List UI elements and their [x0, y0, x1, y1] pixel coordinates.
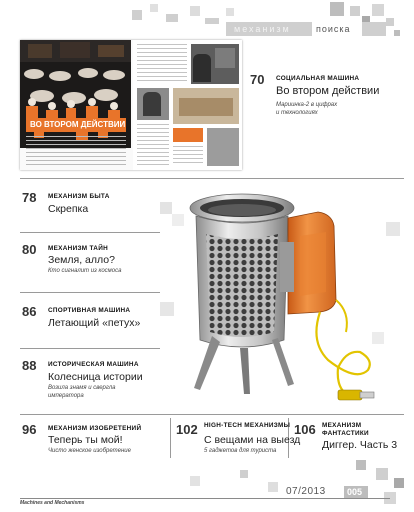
- page-number: 96: [22, 422, 37, 437]
- entry-title: Земля, алло?: [48, 254, 115, 266]
- entry-kicker-line2: ФАНТАСТИКИ: [322, 430, 369, 437]
- page-number: 88: [22, 358, 37, 373]
- entry-title: Летающий «петух»: [48, 317, 141, 329]
- entry-kicker: СОЦИАЛЬНАЯ МАШИНА: [276, 75, 360, 82]
- entry-title: С вещами на выезд: [204, 434, 301, 446]
- section-header: [226, 22, 386, 36]
- entry-subtitle: 5 гаджетов для туриста: [204, 448, 277, 454]
- page-number: 102: [176, 422, 198, 437]
- divider: [20, 348, 160, 349]
- page-number-footer: 005: [347, 487, 363, 497]
- entry-subtitle: Кто сигналит из космоса: [48, 268, 122, 274]
- divider: [20, 414, 404, 415]
- page-number: 70: [250, 72, 265, 87]
- toc-entry[interactable]: [20, 234, 160, 290]
- page-number: 80: [22, 242, 37, 257]
- entry-title: Во втором действии: [276, 85, 380, 97]
- page-number-badge: [344, 486, 368, 498]
- toc-entry[interactable]: [20, 184, 160, 230]
- spread-headline-text: ВО ВТОРОМ ДЕЙСТВИИ: [30, 120, 126, 129]
- spread-left-text: [26, 136, 126, 166]
- entry-title: Диггер. Часть 3: [322, 439, 398, 451]
- spread-thumbnail: [20, 40, 242, 170]
- divider: [20, 178, 404, 179]
- issue-date: 07/2013: [286, 486, 326, 497]
- footer-rule: [20, 498, 390, 499]
- spread-headline: [26, 118, 126, 132]
- entry-kicker: HIGH-TECH МЕХАНИЗМЫ: [204, 422, 291, 429]
- entry-kicker: СПОРТИВНАЯ МАШИНА: [48, 307, 131, 314]
- spread-right-page: [133, 40, 242, 170]
- entry-subtitle-line2: императора: [48, 393, 84, 399]
- entry-kicker: МЕХАНИЗМ БЫТА: [48, 193, 110, 200]
- entry-subtitle-line1: Мариинка-2 в цифрах: [276, 102, 338, 108]
- toc-entry[interactable]: [292, 418, 404, 460]
- divider: [20, 232, 160, 233]
- entry-subtitle: Чисто женское изобретение: [48, 448, 131, 454]
- entry-kicker: ИСТОРИЧЕСКАЯ МАШИНА: [48, 361, 139, 368]
- section-header-bold: [312, 22, 362, 36]
- entry-title: Скрепка: [48, 203, 89, 215]
- page-number: 78: [22, 190, 37, 205]
- toc-entry[interactable]: [20, 418, 168, 460]
- column-divider: [170, 418, 171, 458]
- magazine-name: Machines and Mechanisms: [20, 500, 85, 506]
- product-image-stove: [160, 182, 404, 412]
- page-number: 106: [294, 422, 316, 437]
- entry-kicker: МЕХАНИЗМ ИЗОБРЕТЕНИЙ: [48, 425, 142, 432]
- toc-entry[interactable]: [174, 418, 301, 460]
- toc-entry[interactable]: [20, 350, 160, 406]
- entry-kicker: МЕХАНИЗМ ТАЙН: [48, 245, 108, 252]
- divider: [20, 292, 160, 293]
- entry-subtitle-line1: Возила знамя и свергла: [48, 385, 116, 391]
- toc-entry[interactable]: [20, 294, 160, 340]
- entry-kicker-line1: МЕХАНИЗМ: [322, 422, 362, 429]
- entry-subtitle-line2: и технологиях: [276, 110, 318, 116]
- feature-entry[interactable]: [250, 66, 400, 126]
- entry-title: Колесница истории: [48, 371, 143, 383]
- section-header-light: механизм: [234, 24, 291, 34]
- entry-title: Теперь ты мой!: [48, 434, 123, 446]
- page-number: 86: [22, 304, 37, 319]
- section-header-bold-text: поиска: [316, 24, 351, 34]
